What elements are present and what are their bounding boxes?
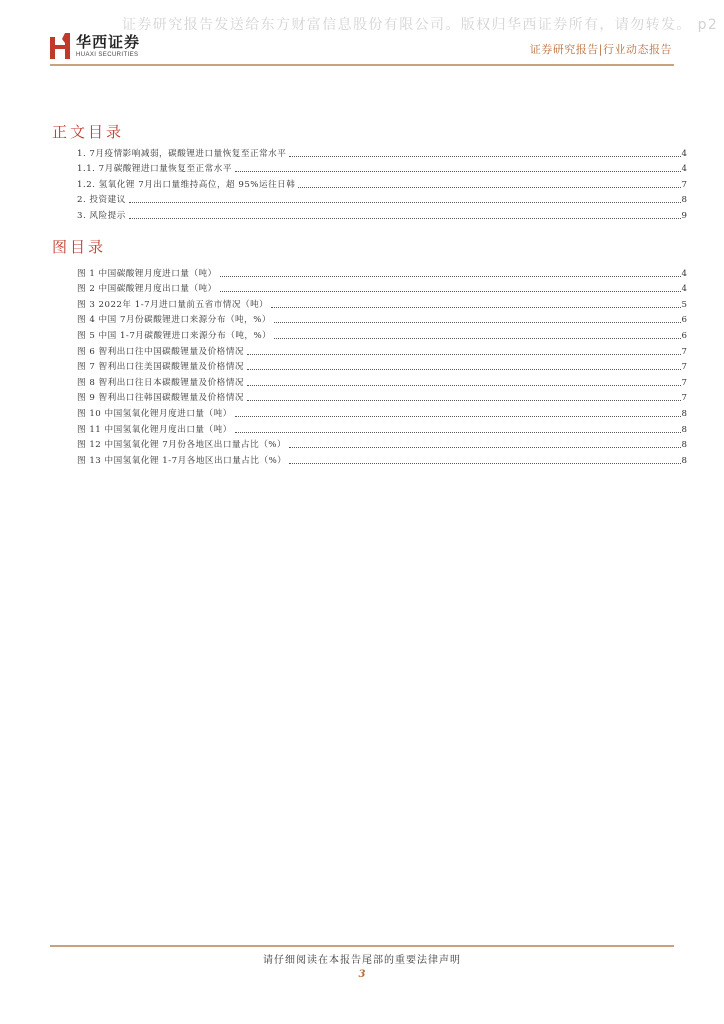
figure-entry[interactable]	[77, 403, 687, 419]
toc-entry[interactable]	[77, 205, 687, 221]
toc-entry-page: 8	[681, 424, 687, 435]
figure-entry[interactable]	[77, 279, 687, 295]
toc-entry-title[interactable]: 图 4 中国 7月份碳酸锂进口来源分布（吨，%）	[77, 315, 271, 326]
toc-entry-page: 8	[681, 195, 687, 206]
dot-leader	[289, 156, 680, 157]
dot-leader	[247, 400, 681, 401]
toc-entry-page: 4	[681, 268, 687, 279]
toc-entry-title[interactable]: 1.1. 7月碳酸锂进口量恢复至正常水平	[77, 164, 232, 175]
toc-entry-title[interactable]: 图 6 智利出口往中国碳酸锂量及价格情况	[77, 346, 245, 357]
dot-leader	[274, 338, 680, 339]
toc-entry-page: 6	[681, 315, 687, 326]
toc-entry-page: 8	[681, 408, 687, 419]
dot-leader	[289, 447, 680, 448]
header-divider	[50, 64, 674, 66]
toc-entry-title[interactable]: 图 9 智利出口往韩国碳酸锂量及价格情况	[77, 393, 245, 404]
toc-entry-title[interactable]: 图 3 2022年 1-7月进口量前五省市情况（吨）	[77, 299, 269, 310]
dot-leader	[129, 218, 681, 219]
report-type-label: 证券研究报告|行业动态报告	[529, 43, 672, 56]
dot-leader	[247, 369, 681, 370]
dot-leader	[129, 202, 681, 203]
toc-entry-title[interactable]: 图 10 中国氢氧化锂月度进口量（吨）	[77, 408, 232, 419]
toc-entry-page: 5	[681, 299, 687, 310]
toc-entry-page: 4	[681, 284, 687, 295]
toc-entry-title[interactable]: 2. 投资建议	[77, 195, 126, 206]
toc-entry-title[interactable]: 图 8 智利出口往日本碳酸锂量及价格情况	[77, 377, 245, 388]
toc-entry-title[interactable]: 3. 风险提示	[77, 210, 126, 221]
dot-leader	[235, 171, 681, 172]
brand-logo	[50, 33, 140, 59]
toc-entry-page: 7	[681, 393, 687, 404]
toc-entry-title[interactable]: 图 13 中国氢氧化锂 1-7月各地区出口量占比（%）	[77, 455, 287, 466]
dot-leader	[235, 416, 681, 417]
toc-entry-page: 7	[681, 377, 687, 388]
toc-entry-title[interactable]: 图 11 中国氢氧化锂月度出口量（吨）	[77, 424, 232, 435]
dot-leader	[274, 322, 681, 323]
huaxi-logo-icon	[50, 33, 70, 59]
toc-entry-page: 7	[681, 346, 687, 357]
dot-leader	[247, 354, 681, 355]
toc-entry-title[interactable]: 图 12 中国氢氧化锂 7月份各地区出口量占比（%）	[77, 440, 287, 451]
figure-entry[interactable]	[77, 325, 687, 341]
toc-entry-page: 4	[681, 164, 687, 175]
figure-entry[interactable]	[77, 450, 687, 466]
dot-leader	[220, 276, 681, 277]
toc-entry-page: 6	[681, 330, 687, 341]
figure-entry[interactable]	[77, 388, 687, 404]
dot-leader	[247, 385, 681, 386]
toc-entry-page: 8	[681, 440, 687, 451]
toc-entry-page: 8	[681, 455, 687, 466]
toc-entry[interactable]	[77, 174, 687, 190]
dot-leader	[298, 187, 680, 188]
toc-entry-title[interactable]: 图 7 智利出口往美国碳酸锂量及价格情况	[77, 362, 245, 373]
figure-entry[interactable]	[77, 310, 687, 326]
page-number: 3	[358, 969, 366, 980]
text-toc-title: 正文目录	[52, 123, 125, 141]
toc-entry-title[interactable]: 图 5 中国 1-7月碳酸锂进口来源分布（吨，%）	[77, 330, 272, 341]
figure-toc-title: 图目录	[52, 238, 107, 256]
toc-entry-title[interactable]: 图 2 中国碳酸锂月度出口量（吨）	[77, 284, 217, 295]
toc-entry-page: 9	[681, 210, 687, 221]
toc-entry-page: 7	[681, 362, 687, 373]
figure-entry[interactable]	[77, 357, 687, 373]
toc-entry[interactable]	[77, 143, 687, 159]
brand-name-en: HUAXI SECURITIES	[76, 52, 139, 58]
toc-entry[interactable]	[77, 190, 687, 206]
dot-leader	[271, 307, 680, 308]
toc-entry-title[interactable]: 图 1 中国碳酸锂月度进口量（吨）	[77, 268, 217, 279]
figure-entry[interactable]	[77, 263, 687, 279]
toc-entry-title[interactable]: 1.2. 氢氧化锂 7月出口量维持高位，超 95%运往日韩	[77, 179, 296, 190]
toc-entry-title[interactable]: 1. 7月疫情影响减弱，碳酸锂进口量恢复至正常水平	[77, 148, 287, 159]
brand-name-cn: 华西证券	[76, 33, 141, 51]
figure-entry[interactable]	[77, 294, 687, 310]
figure-toc-list	[77, 263, 687, 466]
dot-leader	[220, 291, 681, 292]
figure-entry[interactable]	[77, 435, 687, 451]
legal-notice: 请仔细阅读在本报告尾部的重要法律声明	[263, 955, 461, 966]
toc-entry-page: 4	[681, 148, 687, 159]
figure-entry[interactable]	[77, 419, 687, 435]
dot-leader	[289, 463, 680, 464]
toc-entry[interactable]	[77, 159, 687, 175]
text-toc-list	[77, 143, 687, 221]
figure-entry[interactable]	[77, 341, 687, 357]
toc-entry-page: 7	[681, 179, 687, 190]
footer-divider	[50, 945, 674, 947]
watermark: 证券研究报告发送给东方财富信息股份有限公司。版权归华西证券所有，请勿转发。 p2	[122, 17, 719, 33]
dot-leader	[235, 432, 681, 433]
figure-entry[interactable]	[77, 372, 687, 388]
